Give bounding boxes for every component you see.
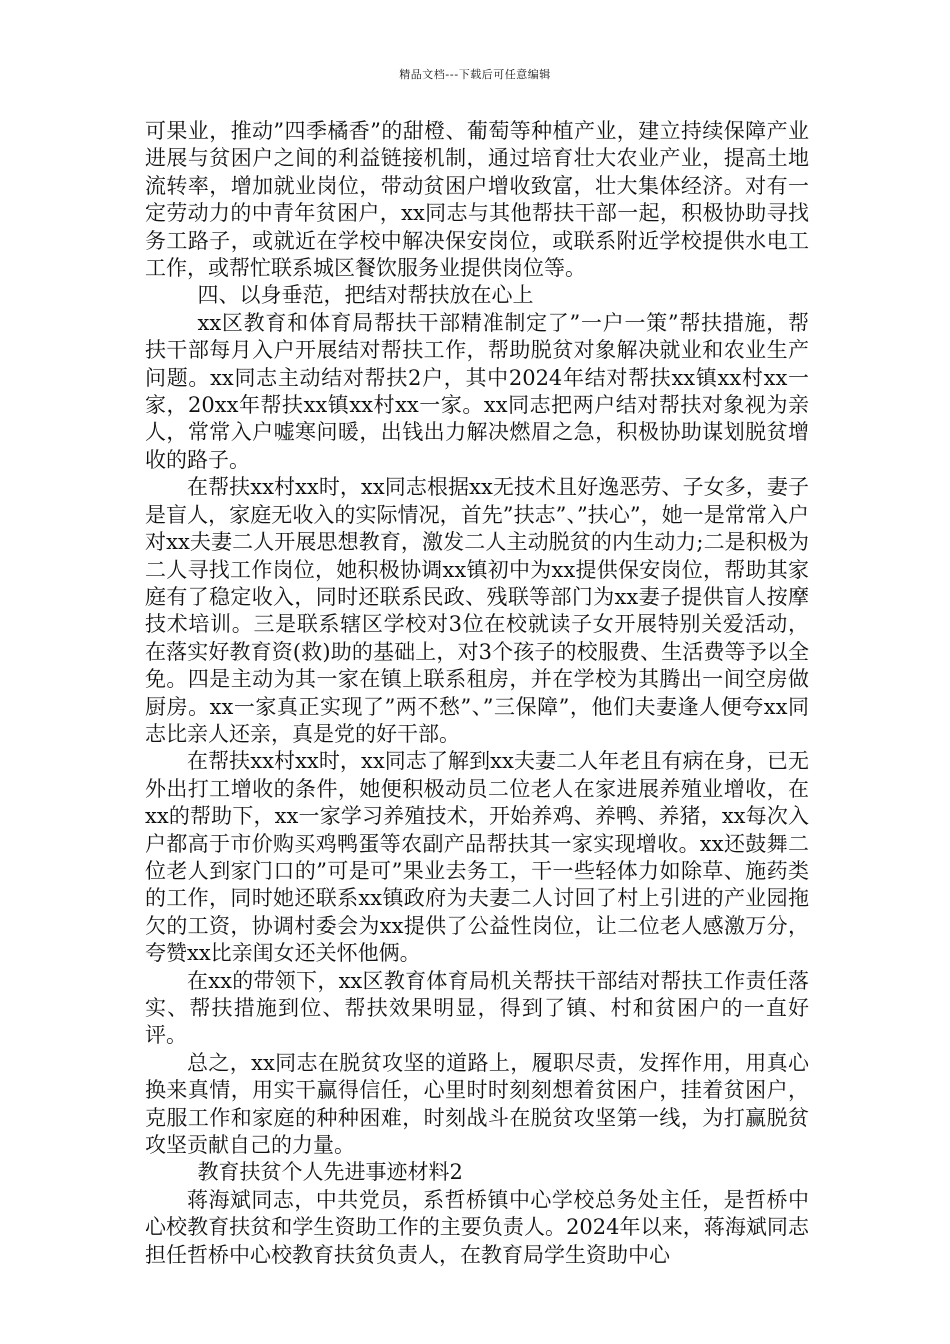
page-header: 精品文档---下载后可任意编辑 [399,68,551,81]
paragraph-continuation: 可果业，推动”四季橘香”的甜橙、葡萄等种植产业，建立持续保障产业进展与贫困户之间的利益链接机制，通过培育壮大农业产业，提高土地流转率，增加就业岗位，带动贫困户增收致富，壮大集体经济。对有一定劳动力的中青年贫困户，xx同志与其他帮扶干部一起，积极协助寻找务工路子，或就近在学校中解决保安岗位，或联系附近学校提供水电工工作，或帮忙联系城区餐饮服务业提供岗位等。 [145,119,809,281]
document-body [145,118,809,1269]
section-heading-4: 四、以身垂范，把结对帮扶放在心上 [197,283,534,308]
paragraph-results: 在xx的带领下，xx区教育体育局机关帮扶干部结对帮扶工作责任落实、帮扶措施到位、帮扶效果明显，得到了镇、村和贫困户的一直好评。 [145,968,809,1048]
paragraph-case-one: 在帮扶xx村xx时，xx同志根据xx无技术且好逸恶劳、子女多，妻子是盲人，家庭无收入的实际情况，首先”扶志”、”扶心”，她一是常常入户对xx夫妻二人开展思想教育，激发二人主动脱贫的内生动力;二是积极为二人寻找工作岗位，她积极协调xx镇初中为xx提供保安岗位，帮助其家庭有了稳定收入，同时还联系民政、残联等部门为xx妻子提供盲人按摩技术培训。三是联系辖区学校对3位在校就读子女开展特别关爱活动，在落实好教育资(救)助的基础上，对3个孩子的校服费、生活费等予以全免。四是主动为其一家在镇上联系租房，并在学校为其腾出一间空房做厨房。xx一家真正实现了”两不愁”、”三保障”，他们夫妻逢人便夸xx同志比亲人还亲，真是党的好干部。 [145,475,809,746]
document-subtitle: 教育扶贫个人先进事迹材料2 [197,1160,463,1185]
paragraph-intro-2: 蒋海斌同志，中共党员，系哲桥镇中心学校总务处主任，是哲桥中心校教育扶贫和学生资助工作的主要负责人。2024年以来，蒋海斌同志担任哲桥中心校教育扶贫负责人，在教育局学生资助中心 [145,1187,809,1267]
paragraph-case-two: 在帮扶xx村xx时，xx同志了解到xx夫妻二人年老且有病在身，已无外出打工增收的条件，她便积极动员二位老人在家进展养殖业增收，在xx的帮助下，xx一家学习养殖技术，开始养鸡、养鸭、养猪，xx每次入户都高于市价购买鸡鸭蛋等农副产品帮扶其一家实现增收。xx还鼓舞二位老人到家门口的”可是可”果业去务工，干一些轻体力如除草、施药类的工作，同时她还联系xx镇政府为夫妻二人讨回了村上引进的产业园拖欠的工资，协调村委会为xx提供了公益性岗位，让二位老人感激万分，夸赞xx比亲闺女还关怀他俩。 [145,749,809,966]
paragraph-summary: 总之，xx同志在脱贫攻坚的道路上，履职尽责，发挥作用，用真心换来真情，用实干赢得信任，心里时时刻刻想着贫困户，挂着贫困户，克服工作和家庭的种种困难，时刻战斗在脱贫攻坚第一线，为打赢脱贫攻坚贡献自己的力量。 [145,1050,809,1158]
paragraph-policy: xx区教育和体育局帮扶干部精准制定了”一户一策”帮扶措施，帮扶干部每月入户开展结对帮扶工作，帮助脱贫对象解决就业和农业生产问题。xx同志主动结对帮扶2户，其中2024年结对帮扶xx镇xx村xx一家，20xx年帮扶xx镇xx村xx一家。xx同志把两户结对帮扶对象视为亲人，常常入户嘘寒问暖，出钱出力解决燃眉之急，积极协助谋划脱贫增收的路子。 [145,310,809,472]
